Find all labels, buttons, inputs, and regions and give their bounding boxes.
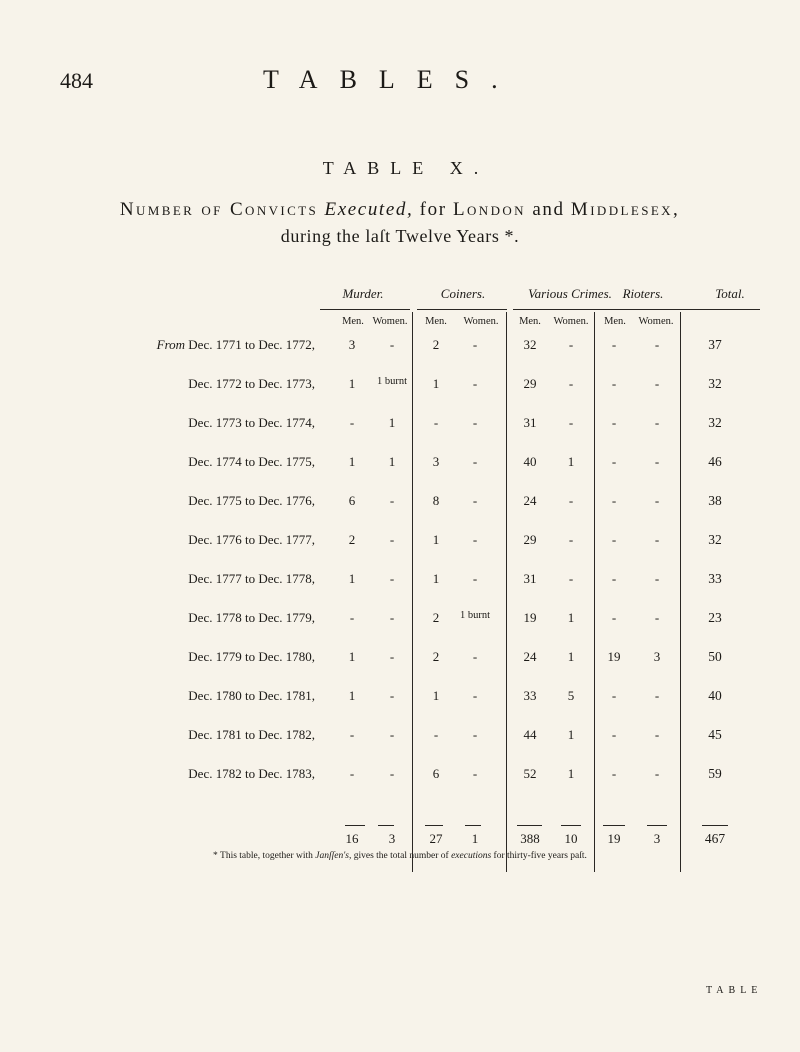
- table-cell: 44: [523, 727, 537, 742]
- table-cell: -: [568, 415, 574, 430]
- sub-coiners-men: Men.: [425, 316, 447, 327]
- table-cell: -: [611, 337, 617, 352]
- table-cell: 52: [523, 766, 537, 781]
- table-cell: -: [611, 571, 617, 586]
- table-cell: 1 burnt: [459, 610, 491, 621]
- row-label: [30, 766, 315, 782]
- table-row: [0, 766, 800, 786]
- heading-line-1: [0, 197, 800, 223]
- table-cell: -: [472, 571, 478, 586]
- table-cell: -: [472, 766, 478, 781]
- heading-for: for: [419, 199, 447, 220]
- table-cell: -: [654, 727, 660, 742]
- table-cell: -: [389, 766, 395, 781]
- rule-murder: [320, 309, 410, 310]
- total-cell: 1: [471, 831, 479, 846]
- page-number: 484: [60, 68, 93, 93]
- rule-v4: [680, 312, 681, 872]
- table-cell: 19: [607, 649, 621, 664]
- table-row: [0, 454, 800, 474]
- total-cell: 3: [653, 831, 661, 846]
- table-row: [0, 688, 800, 708]
- total-rule: [603, 825, 625, 826]
- table-cell: 3: [653, 649, 661, 664]
- table-cell: 5: [567, 688, 575, 703]
- table-cell: -: [472, 415, 478, 430]
- total-cell: 388: [520, 831, 540, 846]
- table-row: [0, 649, 800, 669]
- row-period: Dec. 1776 to Dec. 1777,: [188, 532, 315, 547]
- table-cell: 3: [432, 454, 440, 469]
- table-cell: 1: [348, 688, 356, 703]
- sub-coiners-women: Women.: [463, 316, 499, 327]
- footnote-post: for thirty-five years paſt.: [493, 851, 587, 861]
- total-rule: [517, 825, 542, 826]
- row-period: Dec. 1779 to Dec. 1780,: [188, 649, 315, 664]
- footnote-star: *: [213, 851, 218, 861]
- sub-murder-men: Men.: [342, 316, 364, 327]
- col-coiners: Coiners.: [440, 286, 486, 301]
- table-cell: -: [654, 493, 660, 508]
- row-label: [30, 571, 315, 587]
- row-label: [30, 337, 315, 353]
- table-cell: 1: [567, 727, 575, 742]
- total-rule: [425, 825, 443, 826]
- rule-rioters: [597, 309, 681, 310]
- table-cell: 29: [523, 376, 537, 391]
- row-label: [30, 415, 315, 431]
- rule-v3: [594, 312, 595, 872]
- sub-rioters-men: Men.: [604, 316, 626, 327]
- table-cell: -: [389, 337, 395, 352]
- row-total: 46: [708, 454, 722, 469]
- table-cell: -: [568, 493, 574, 508]
- table-cell: 2: [432, 649, 440, 664]
- total-cell: 27: [429, 831, 443, 846]
- row-total: 32: [708, 532, 722, 547]
- table-row: [0, 415, 800, 435]
- table-cell: -: [472, 727, 478, 742]
- table-cell: 1 burnt: [376, 376, 408, 387]
- table-cell: 1: [388, 454, 396, 469]
- row-period: Dec. 1781 to Dec. 1782,: [188, 727, 315, 742]
- table-cell: 6: [348, 493, 356, 508]
- table-cell: -: [568, 337, 574, 352]
- table-cell: -: [568, 376, 574, 391]
- table-cell: 1: [348, 571, 356, 586]
- running-head: TABLES.: [263, 65, 520, 94]
- table-cell: 24: [523, 649, 537, 664]
- totals-row: [0, 831, 800, 851]
- row-label: [30, 688, 315, 704]
- table-cell: 1: [432, 376, 440, 391]
- row-period: Dec. 1780 to Dec. 1781,: [188, 688, 315, 703]
- table-row: [0, 493, 800, 513]
- table-cell: 1: [432, 688, 440, 703]
- table-cell: -: [433, 727, 439, 742]
- table-cell: -: [349, 727, 355, 742]
- table-row: [0, 337, 800, 357]
- table-cell: 29: [523, 532, 537, 547]
- row-total: 40: [708, 688, 722, 703]
- table-cell: -: [654, 376, 660, 391]
- row-total: 32: [708, 376, 722, 391]
- table-title: TABLE X.: [322, 158, 490, 178]
- col-murder: Murder.: [342, 286, 384, 301]
- table-row: [0, 727, 800, 747]
- footnote-name: Janſſen's,: [315, 851, 352, 861]
- table-cell: 33: [523, 688, 537, 703]
- row-total: 37: [708, 337, 722, 352]
- table-row: [0, 571, 800, 591]
- table-cell: -: [654, 337, 660, 352]
- total-rule: [345, 825, 365, 826]
- heading-london: London: [453, 199, 526, 220]
- row-label: [30, 610, 315, 626]
- table-cell: -: [472, 532, 478, 547]
- row-total: 59: [708, 766, 722, 781]
- row-total: 23: [708, 610, 722, 625]
- table-cell: 1: [348, 649, 356, 664]
- table-cell: -: [389, 493, 395, 508]
- table-cell: -: [389, 571, 395, 586]
- table-cell: -: [654, 532, 660, 547]
- row-total: 33: [708, 571, 722, 586]
- table-cell: -: [568, 571, 574, 586]
- row-from: From: [156, 337, 186, 352]
- table-cell: 2: [348, 532, 356, 547]
- total-rule: [647, 825, 667, 826]
- row-period: Dec. 1772 to Dec. 1773,: [188, 376, 315, 391]
- table-row: [0, 610, 800, 630]
- table-cell: 3: [348, 337, 356, 352]
- table-cell: -: [389, 532, 395, 547]
- table-cell: -: [568, 532, 574, 547]
- table-cell: -: [611, 376, 617, 391]
- table-cell: 40: [523, 454, 537, 469]
- table-cell: 1: [567, 454, 575, 469]
- rule-total: [678, 309, 760, 310]
- sub-murder-women: Women.: [372, 316, 408, 327]
- row-period: Dec. 1782 to Dec. 1783,: [188, 766, 315, 781]
- row-period: Dec. 1778 to Dec. 1779,: [188, 610, 315, 625]
- table-cell: -: [472, 337, 478, 352]
- rule-various: [513, 309, 598, 310]
- table-cell: -: [654, 610, 660, 625]
- total-rule: [561, 825, 581, 826]
- total-rule: [702, 825, 728, 826]
- table-cell: -: [611, 766, 617, 781]
- table-cell: -: [654, 415, 660, 430]
- table-cell: -: [611, 688, 617, 703]
- sub-various-women: Women.: [553, 316, 589, 327]
- table-cell: -: [472, 688, 478, 703]
- rule-v2: [506, 312, 507, 872]
- table-cell: -: [611, 415, 617, 430]
- table-row: [0, 532, 800, 552]
- row-label: [30, 454, 315, 470]
- row-period: Dec. 1775 to Dec. 1776,: [188, 493, 315, 508]
- table-cell: 1: [567, 610, 575, 625]
- row-total: 50: [708, 649, 722, 664]
- footnote-mid: gives the total number of: [353, 851, 449, 861]
- row-total: 32: [708, 415, 722, 430]
- table-cell: -: [389, 688, 395, 703]
- heading-line-2: during the laſt Twelve Years *.: [280, 226, 520, 246]
- table-cell: -: [472, 454, 478, 469]
- row-period: Dec. 1771 to Dec. 1772,: [188, 337, 315, 352]
- table-cell: -: [611, 727, 617, 742]
- table-cell: -: [472, 493, 478, 508]
- table-cell: -: [389, 649, 395, 664]
- table-cell: 6: [432, 766, 440, 781]
- row-label: [30, 376, 315, 392]
- table-cell: -: [654, 571, 660, 586]
- row-label: [30, 493, 315, 509]
- table-cell: 1: [432, 532, 440, 547]
- table-cell: 1: [348, 454, 356, 469]
- table-cell: 2: [432, 337, 440, 352]
- table-cell: -: [389, 610, 395, 625]
- row-label: [30, 727, 315, 743]
- table-cell: 1: [567, 766, 575, 781]
- row-period: Dec. 1774 to Dec. 1775,: [188, 454, 315, 469]
- heading-prefix: Number of Convicts: [119, 199, 319, 220]
- row-period: Dec. 1777 to Dec. 1778,: [188, 571, 315, 586]
- table-heading: [0, 197, 800, 249]
- table-cell: -: [389, 727, 395, 742]
- total-cell: 10: [564, 831, 578, 846]
- heading-executed: Executed,: [324, 199, 414, 220]
- table-cell: -: [654, 454, 660, 469]
- rule-coiners: [417, 309, 507, 310]
- table-cell: 2: [432, 610, 440, 625]
- sub-rioters-women: Women.: [638, 316, 674, 327]
- col-rioters: Rioters.: [622, 286, 664, 301]
- total-cell: 19: [607, 831, 621, 846]
- table-cell: -: [433, 415, 439, 430]
- table-cell: -: [349, 415, 355, 430]
- table-row: [0, 376, 800, 396]
- table-cell: 31: [523, 571, 537, 586]
- row-label: [30, 532, 315, 548]
- row-total: 45: [708, 727, 722, 742]
- col-various-crimes: Various Crimes.: [528, 286, 612, 301]
- total-cell: 16: [345, 831, 359, 846]
- table-cell: -: [472, 649, 478, 664]
- footnote-italic: executions: [451, 851, 492, 861]
- row-period: Dec. 1773 to Dec. 1774,: [188, 415, 315, 430]
- table-cell: 1: [567, 649, 575, 664]
- table-cell: 1: [432, 571, 440, 586]
- table-cell: 32: [523, 337, 537, 352]
- col-total: Total.: [715, 286, 745, 301]
- footnote: [0, 851, 800, 861]
- table-cell: 31: [523, 415, 537, 430]
- total-cell: 3: [388, 831, 396, 846]
- table-cell: -: [611, 532, 617, 547]
- table-cell: 19: [523, 610, 537, 625]
- total-rule: [465, 825, 481, 826]
- row-total: 38: [708, 493, 722, 508]
- table-cell: -: [654, 688, 660, 703]
- grand-total: 467: [704, 831, 726, 846]
- row-label: [30, 649, 315, 665]
- table-cell: 8: [432, 493, 440, 508]
- table-cell: -: [472, 376, 478, 391]
- table-cell: -: [611, 493, 617, 508]
- heading-middlesex: Middlesex,: [570, 199, 681, 220]
- table-cell: 1: [388, 415, 396, 430]
- heading-and: and: [532, 199, 565, 220]
- table-cell: -: [349, 610, 355, 625]
- table-cell: -: [349, 766, 355, 781]
- table-cell: 1: [348, 376, 356, 391]
- table-cell: -: [654, 766, 660, 781]
- table-cell: 24: [523, 493, 537, 508]
- table-cell: -: [611, 454, 617, 469]
- sub-various-men: Men.: [519, 316, 541, 327]
- total-rule: [378, 825, 394, 826]
- rule-v1: [412, 312, 413, 872]
- table-cell: -: [611, 610, 617, 625]
- catchword: TABLE: [706, 985, 763, 996]
- footnote-pre: This table, together with: [220, 851, 313, 861]
